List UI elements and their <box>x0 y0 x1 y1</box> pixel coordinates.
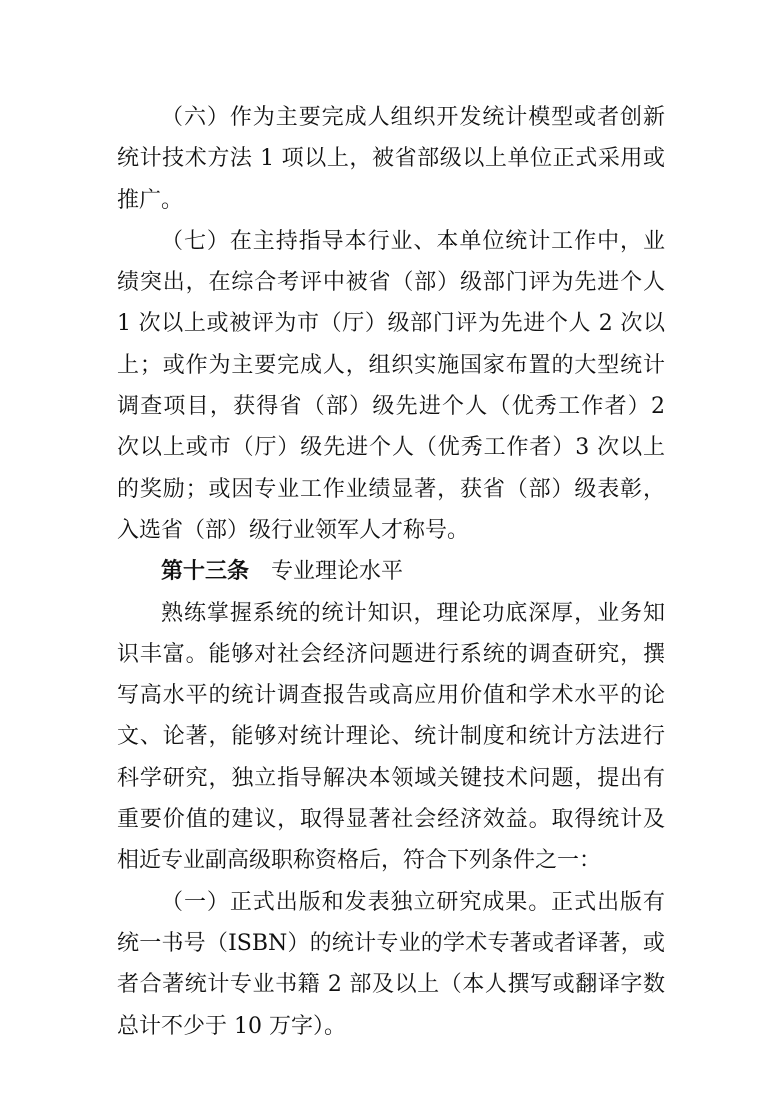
article-intro-paragraph: 熟练掌握系统的统计知识，理论功底深厚，业务知识丰富。能够对社会经济问题进行系统的调查研究，撰写高水平的统计调查报告或高应用价值和学术水平的论文、论著，能够对统计理论、统计制度和统计方法进行科学研究，独立指导解决本领域关键技术问题，提出有重要价值的建议，取得显著社会经济效益。取得统计及相近专业副高级职称资格后，符合下列条件之一： <box>117 600 665 874</box>
article-number: 第十三条 <box>161 559 250 585</box>
paragraph-item-6: （六）作为主要完成人组织开发统计模型或者创新统计技术方法 1 项以上，被省部级以上单位正式采用或推广。 <box>117 105 665 213</box>
paragraph-item-7: （七）在主持指导本行业、本单位统计工作中，业绩突出，在综合考评中被省（部）级部门评为先进个人 1 次以上或被评为市（厅）级部门评为先进个人 2 次以上；或作为主要完成人，组织实施国家布置的大型统计调查项目，获得省（部）级先进个人（优秀工作者）2 次以上或市（厅）级先进个人（优秀工作者）3 次以上的奖励；或因专业工作业绩显著，获省（部）级表彰，入选省（部）级行业领军人才称号。 <box>117 228 665 543</box>
paragraph-item-1: （一）正式出版和发表独立研究成果。正式出版有统一书号（ISBN）的统计专业的学术专著或者译著，或者合著统计专业书籍 2 部及以上（本人撰写或翻译字数总计不少于 10 万字）。 <box>117 889 665 1039</box>
document-body <box>117 97 665 1047</box>
article-heading <box>117 551 665 592</box>
article-title: 专业理论水平 <box>271 559 404 585</box>
